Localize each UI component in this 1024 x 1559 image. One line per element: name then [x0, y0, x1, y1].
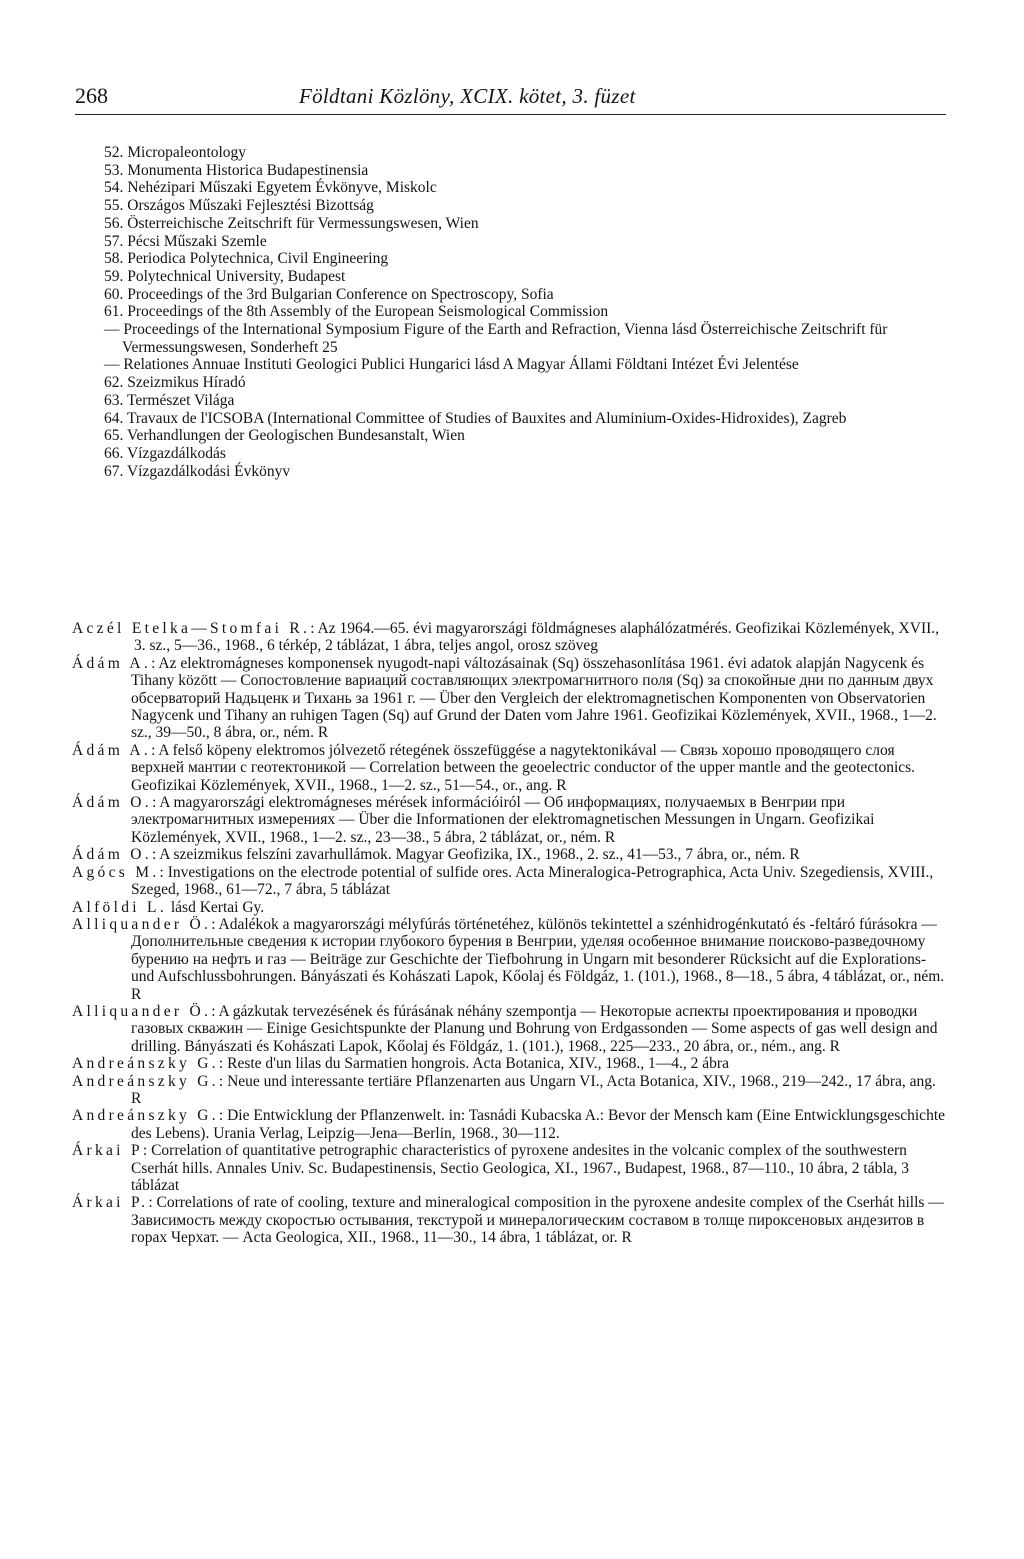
bib-author: Ádám A. — [72, 654, 152, 672]
bib-text: : Neue und interessante tertiäre Pflanzenarten aus Ungarn VI., Acta Botanica, XIV., 1968., 219—242., 17 ábra, ang. R — [131, 1072, 936, 1107]
list-item: 64. Travaux de l'ICSOBA (International Committee of Studies of Bauxites and Aluminium-Oxides-Hidroxides), Zagreb — [104, 409, 847, 427]
list-item: 65. Verhandlungen der Geologischen Bundesanstalt, Wien — [104, 427, 465, 445]
bib-author: Ádám O. — [72, 846, 152, 864]
bib-entry — [72, 1003, 948, 1055]
list-item: 57. Pécsi Műszaki Szemle — [104, 232, 267, 250]
list-item: 55. Országos Műszaki Fejlesztési Bizottság — [104, 197, 374, 215]
bib-author: Ádám A. — [72, 741, 152, 759]
bib-text: : Reste d'un lilas du Sarmatien hongrois. Acta Botanica, XIV., 1968., 1—4., 2 ábra — [218, 1055, 729, 1073]
bib-entry — [72, 1055, 948, 1072]
bib-entry — [72, 864, 948, 899]
bib-author: Árkai P — [72, 1142, 143, 1160]
bib-text: : Die Entwicklung der Pflanzenwelt. in: Tasnádi Kubacska A.: Bevor der Mensch kam (Eine Entwicklungsgeschichte des Lebens). Urania Verlag, Leipzig—Jena—Berlin, 1968., 30—112. — [131, 1107, 945, 1142]
bib-author: Agócs M. — [72, 863, 160, 881]
list-item: 53. Monumenta Historica Budapestinensia — [104, 161, 369, 179]
page-header — [75, 82, 946, 115]
bibliography — [72, 620, 948, 1247]
list-item: 61. Proceedings of the 8th Assembly of the European Seismological Commission — [104, 303, 609, 321]
bib-author: Aczél Etelka—Stomfai R. — [72, 620, 311, 637]
list-item: — Relationes Annuae Instituti Geologici Publici Hungarici lásd A Magyar Állami Földtani Intézet Évi Jelentése — [104, 356, 799, 374]
bib-author: Andreánszky G. — [72, 1072, 219, 1090]
bib-author: Alföldi L. — [72, 898, 167, 916]
list-item: 58. Periodica Polytechnica, Civil Engineering — [104, 250, 389, 268]
bib-entry — [72, 846, 948, 863]
bib-entry — [72, 899, 948, 916]
list-item: 54. Nehézipari Műszaki Egyetem Évkönyve, Miskolc — [104, 179, 437, 197]
bib-entry — [72, 1073, 948, 1108]
bib-text: : Az elektromágneses komponensek nyugodt-napi változásainak (Sq) összehasonlítása 1961. évi adatok alapján Nagycenk és Tihany között — Сопостовление вариаций составляющих электромагнитного поля (Sq) за спокойные дни по данным двух обсерваторий Надьценк и Тихань за 1961 г. — Über den Vergleich der elektromagnetischen Komponenten von Observatorien Nagycenk und Tihany an ruhigen Tagen (Sq) auf Grund der Daten vom Jahre 1961. Geofizikai Közlemények, XVII., 1968., 1—2. sz., 39—50., 8 ábra, or., ném. R — [131, 654, 937, 742]
page-number: 268 — [75, 83, 108, 108]
bib-text: : Investigations on the electrode potential of sulfide ores. Acta Mineralogica-Petrographica, Acta Univ. Szegediensis, XVIII., Szeged, 1968., 61—72., 7 ábra, 5 táblázat — [131, 863, 934, 899]
bib-author: Alliquander Ö. — [72, 915, 212, 933]
bib-entry — [72, 1142, 948, 1194]
bib-text: : Az 1964.—65. évi magyarországi földmágneses alaphálózatmérés. Geofizikai Közlemények, XVII., 3. sz., 5—36., 1968., 6 térkép, 2 táblázat, 1 ábra, teljes angol, orosz szöveg — [134, 620, 940, 655]
list-item: 52. Micropaleontology — [104, 144, 247, 161]
running-title: Földtani Közlöny, XCIX. kötet, 3. füzet — [299, 84, 636, 108]
bib-text: : A szeizmikus felszíni zavarhullámok. Magyar Geofizika, IX., 1968., 2. sz., 41—53., 7 ábra, or., ném. R — [151, 846, 800, 864]
bib-text: : Correlations of rate of cooling, texture and mineralogical composition in the pyroxene andesite complex of the Cserhát hills — Зависимость между скоростью остывания, текстурой и минералогическим составом в толще пироксеновых андезитов в горах Черхат. — Acta Geologica, XII., 1968., 11—30., 14 ábra, 1 táblázat, or. R — [131, 1194, 944, 1247]
bib-entry — [72, 742, 948, 794]
bib-entry — [72, 794, 948, 846]
bib-author: Alliquander Ö. — [72, 1002, 212, 1020]
bib-text: : Correlation of quantitative petrographic characteristics of pyroxene andesites in the volcanic complex of the southwestern Cserhát hills. Annales Univ. Sc. Budapestinensis, Sectio Geologica, XI., 1967., Budapest, 1968., 87—110., 10 ábra, 2 tábla, 3 táblázat — [131, 1142, 910, 1194]
bib-author: Andreánszky G. — [72, 1107, 219, 1125]
bib-author: Andreánszky G. — [72, 1055, 219, 1073]
bib-author: Ádám O. — [72, 794, 152, 812]
bib-entry — [72, 1194, 948, 1246]
bib-entry — [72, 916, 948, 1003]
list-item: 67. Vízgazdálkodási Évkönyv — [104, 462, 291, 480]
list-item: 62. Szeizmikus Híradó — [104, 374, 246, 392]
list-item: — Proceedings of the International Symposium Figure of the Earth and Refraction, Vienna lásd Österreichische Zeitschrift für Vermessungswesen, Sonderheft 25 — [104, 321, 888, 356]
bib-text: : A gázkutak tervezésének és fúrásának néhány szempontja — Некоторые аспекты проектирования и проводки газовых скважин — Einige Gesichtspunkte der Planung und Bohrung von Erdgassonden — Some aspects of gas well design and drilling. Bányászati és Kohászati Lapok, Kőolaj és Földgáz, 1. (101.), 1968., 225—233., 20 ábra, or., ném., ang. R — [131, 1002, 938, 1055]
bib-text: : Adalékok a magyarországi mélyfúrás történetéhez, különös tekintettel a szénhidrogénkutató és -feltáró fúrásokra — Дополнительные сведения к истории глубокого бурения в Венгрии, уделяя особенное внимание поисково-разведочному бурению на нефть и газ — Beiträge zur Geschichte der Tiefbohrung in Ungarn mit besonderer Rücksicht auf die Explorations- und Aufschlussbohrungen. Bányászati és Kohászati Lapok, Kőolaj és Földgáz, 1. (101.), 1968., 8—18., 5 ábra, 4 táblázat, or., ném. R — [131, 915, 945, 1003]
bib-text: : A felső köpeny elektromos jólvezető rétegének összefüggése a nagytektonikával — Связь хорошо проводящего слоя верхней мантии с геотектоникой — Correlation between the geoelectric conductor of the upper mantle and the geotectonics. Geofizikai Közlemények, XVII., 1968., 1—2. sz., 51—54., or., ang. R — [131, 741, 916, 794]
list-item: 60. Proceedings of the 3rd Bulgarian Conference on Spectroscopy, Sofia — [104, 285, 554, 303]
bib-text: : A magyarországi elektromágneses mérések információiról — Об информациях, получаемых в Венгрии при электромагнитных измерениях — Über die Informationen der elektromagnetischen Messungen in Ungarn. Geofizikai Közlemények, XVII., 1968., 1—2. sz., 23—38., 5 ábra, 2 táblázat, or., ném. R — [131, 794, 875, 846]
bib-author: Árkai P. — [72, 1194, 149, 1212]
bib-entry — [72, 1107, 948, 1142]
bib-entry — [72, 655, 948, 742]
list-item: 63. Természet Világa — [104, 391, 235, 409]
journal-list — [104, 144, 947, 480]
bib-text: lásd Kertai Gy. — [167, 898, 265, 916]
list-item: 59. Polytechnical University, Budapest — [104, 267, 346, 285]
list-item: 56. Österreichische Zeitschrift für Vermessungswesen, Wien — [104, 214, 479, 232]
bib-entry — [72, 620, 948, 655]
list-item: 66. Vízgazdálkodás — [104, 444, 226, 462]
